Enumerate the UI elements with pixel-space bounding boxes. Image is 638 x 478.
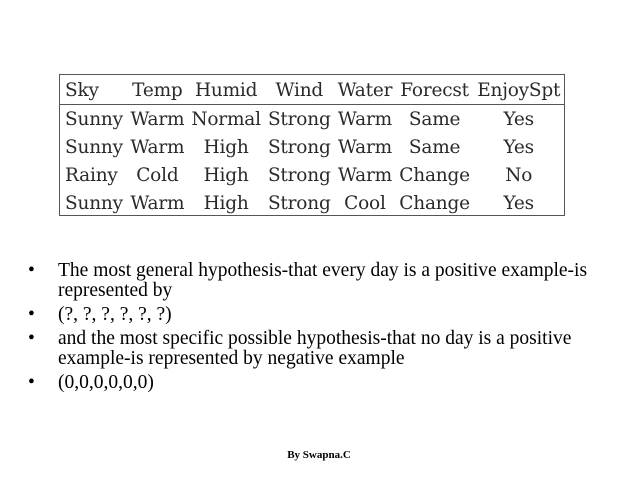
table-cell: Warm xyxy=(337,108,392,130)
bullet-dot: • xyxy=(28,372,35,393)
col-header-temp: Temp xyxy=(132,79,183,101)
list-item xyxy=(22,261,612,301)
table-header-row xyxy=(60,75,564,105)
table-cell: Warm xyxy=(130,108,185,130)
table-cell: Yes xyxy=(503,192,534,214)
col-header-sky: Sky xyxy=(65,79,99,101)
bullet-dot: • xyxy=(28,304,35,325)
list-item xyxy=(22,329,612,369)
table-cell: Normal xyxy=(191,108,261,130)
col-header-forecst: Forecst xyxy=(400,79,469,101)
data-table xyxy=(60,75,564,217)
col-header-water: Water xyxy=(337,79,393,101)
table-cell: Same xyxy=(408,108,461,130)
bullet-text: and the most specific possible hypothesis-that no day is a positive example-is represented by negative example xyxy=(58,328,572,369)
bullet-dot: • xyxy=(28,328,35,349)
table-cell: Rainy xyxy=(65,164,118,186)
bullet-text: The most general hypothesis-that every day is a positive example-is represented by xyxy=(58,260,588,301)
table-cell: Strong xyxy=(267,136,331,158)
table-row xyxy=(60,105,564,134)
table-cell: Yes xyxy=(503,136,534,158)
author-footer: By Swapna.C xyxy=(287,449,351,461)
table-cell: Warm xyxy=(337,136,392,158)
table-cell: Strong xyxy=(267,192,331,214)
table-cell: Sunny xyxy=(65,108,123,130)
bullet-list xyxy=(22,261,612,397)
table-cell: Change xyxy=(399,164,470,186)
table-cell: Same xyxy=(408,136,461,158)
list-item xyxy=(22,373,612,393)
col-header-wind: Wind xyxy=(275,79,324,101)
col-header-humid: Humid xyxy=(194,79,258,101)
table-cell: High xyxy=(203,136,249,158)
table-cell: Yes xyxy=(503,108,534,130)
table-cell: Warm xyxy=(130,192,185,214)
table-cell: Strong xyxy=(267,108,331,130)
table-cell: Change xyxy=(399,192,470,214)
table-cell: High xyxy=(203,192,249,214)
table-cell: High xyxy=(203,164,249,186)
table-cell: No xyxy=(505,164,533,186)
training-examples-table xyxy=(59,74,565,216)
table-row xyxy=(60,189,564,217)
list-item xyxy=(22,305,612,325)
table-cell: Warm xyxy=(130,136,185,158)
table-row xyxy=(60,133,564,161)
table-cell: Cold xyxy=(136,164,179,186)
table-cell: Sunny xyxy=(65,192,123,214)
bullet-text: (0,0,0,0,0,0) xyxy=(58,372,154,393)
table-cell: Sunny xyxy=(65,136,123,158)
bullet-text: (?, ?, ?, ?, ?, ?) xyxy=(58,304,172,325)
table-cell: Strong xyxy=(267,164,331,186)
bullet-dot: • xyxy=(28,260,35,281)
table-row xyxy=(60,161,564,189)
col-header-enjoyspt: EnjoySpt xyxy=(477,79,561,101)
table-cell: Warm xyxy=(337,164,392,186)
table-cell: Cool xyxy=(344,192,386,214)
